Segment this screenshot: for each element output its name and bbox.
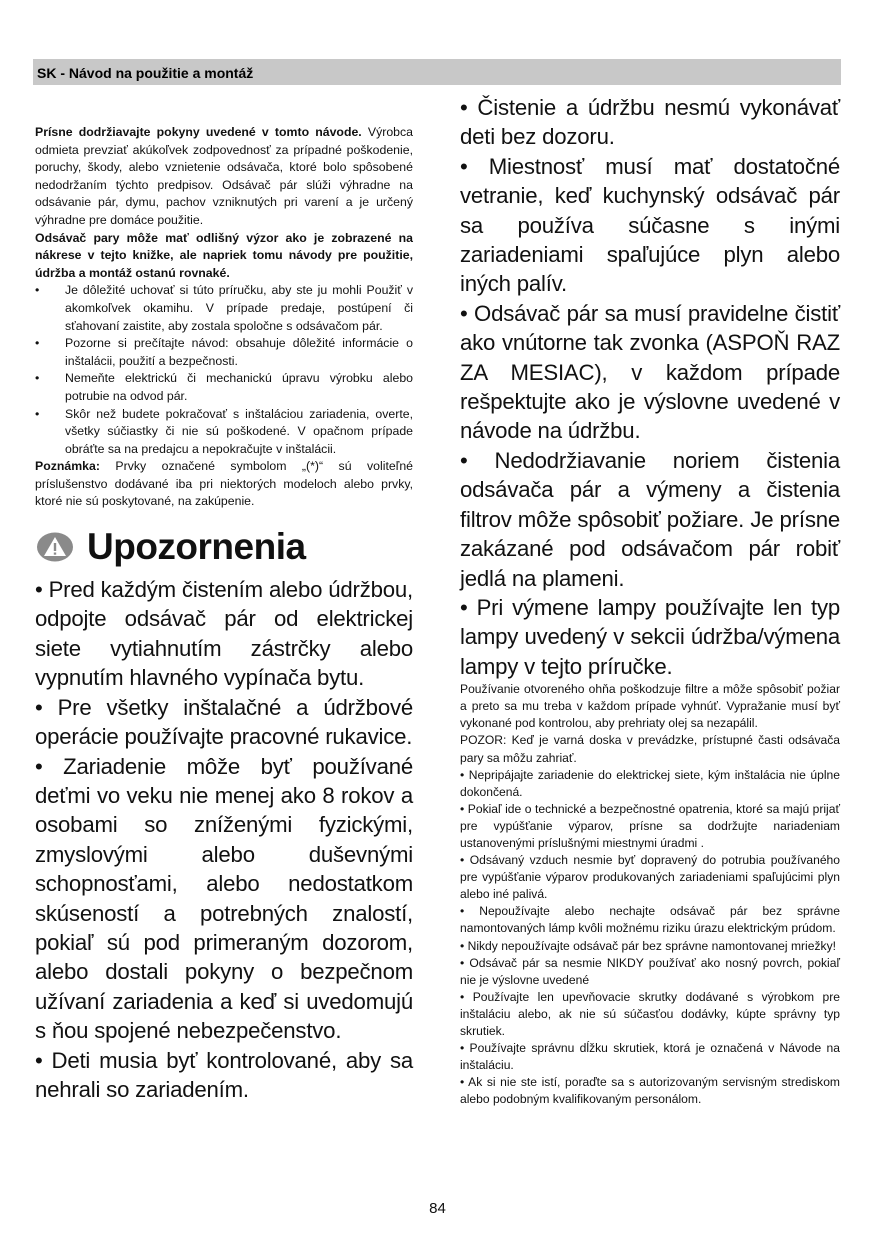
- warnings-heading: [35, 525, 413, 569]
- warning-paragraph: • Miestnosť musí mať dostatočné vetranie, keď kuchynský odsávač pár sa používa súčasne s inými zariadeniami spaľujúce plyn alebo iných palív.: [460, 153, 840, 297]
- warning-paragraph: • Zariadenie môže byť používané deťmi vo veku nie menej ako 8 rokov a osobami so zníženými fyzickými, zmyslovými alebo duševnými schopnosťami, alebo nedostatkom skúseností a potrebných znalostí, pokiaľ sú pod primeraným dozorom, alebo dostali pokyny o bezpečnom užívaní zariadenia a keď si uvedomujú s ňou spojené nebezpečenstvo.: [35, 753, 413, 1044]
- warning-paragraph: • Pri výmene lampy používajte len typ lampy uvedený v sekcii údržba/výmena lampy v tejto príručke.: [460, 594, 840, 679]
- warning-paragraph: • Pred každým čistením alebo údržbou, odpojte odsávač pár od elektrickej siete vytiahnutím zástrčky alebo vypnutím hlavného vypínača bytu.: [35, 577, 413, 691]
- note-label: Poznámka:: [35, 459, 100, 474]
- warning-paragraph: • Čistenie a údržbu nesmú vykonávať deti bez dozoru.: [460, 95, 840, 150]
- safety-paragraph: • Pokiaľ ide o technické a bezpečnostné opatrenia, ktoré sa majú prijať pre vypúšťanie výparov, prísne sa dodržujte nariadeniam ustanovenými príslušnými miestnymi úradmi .: [460, 801, 840, 850]
- warnings-title: Upozornenia: [87, 526, 306, 568]
- appearance-note-text: Odsávač pary môže mať odlišný výzor ako je zobrazené na nákrese v tejto knižke, ale napriek tomu návody pre použitie, údržba a montáž ostanú rovnaké.: [35, 230, 413, 280]
- safety-paragraph: • Odsávač pár sa nesmie NIKDY používať ako nosný povrch, pokiaľ nie je výslovne uvedené: [460, 955, 840, 987]
- list-item-text: Pozorne si prečítajte návod: obsahuje dôležité informácie o inštalácii, použití a bezpečnosti.: [65, 336, 413, 368]
- warning-paragraph: • Pre všetky inštalačné a údržbové operácie používajte pracovné rukavice.: [35, 694, 413, 750]
- intro-text: Výrobca odmieta prevziať akúkoľvek zodpovednosť za prípadné poškodenie, poruchy, škody, alebo vznietenie odsávača, ktoré bolo spôsobené nedodržaním týchto predpisov. Odsávač pár slúži výhradne na odsávanie pár, dymu, pachov vzniknutých pri varení a je určený výhradne pre domáce použitie.: [35, 125, 413, 227]
- list-item: [35, 370, 413, 405]
- note-text: Prvky označené symbolom „(*)“ sú voliteľné príslušenstvo dodávané iba pri niektorých modeloch alebo prvky, ktoré nie sú poskytované, na zakúpenie.: [35, 459, 413, 509]
- bullet-marker: •: [35, 406, 40, 421]
- safety-paragraph: • Nepripájajte zariadenie do elektrickej siete, kým inštalácia nie úplne dokončená.: [460, 767, 840, 799]
- intro-bold: Prísne dodržiavajte pokyny uvedené v tomto návode.: [35, 125, 362, 139]
- safety-paragraph: • Nikdy nepoužívajte odsávač pár bez správne namontovanej mriežky!: [460, 938, 836, 953]
- bullet-marker: •: [35, 283, 40, 298]
- warning-paragraph: • Nedodržiavanie noriem čistenia odsávača pár a výmeny a čistenia filtrov môže spôsobiť požiare. Je prísne zakázané pod odsávačom pár robiť jedlá na plameni.: [460, 447, 840, 591]
- bullet-list: [35, 282, 413, 458]
- bullet-marker: •: [35, 371, 40, 386]
- intro-paragraph: [35, 124, 413, 230]
- right-column: [460, 93, 840, 1108]
- left-column: [35, 124, 413, 1104]
- list-item-text: Nemeňte elektrickú či mechanickú úpravu výrobku alebo potrubie na odvod pár.: [65, 371, 413, 403]
- list-item: [35, 282, 413, 335]
- warning-paragraph: • Odsávač pár sa musí pravidelne čistiť ako vnútorne tak zvonka (ASPOŇ RAZ ZA MESIAC), v každom prípade rešpektujte ako je výslovne uvedené v návode na údržbu.: [460, 300, 840, 444]
- warning-triangle-icon: [37, 532, 73, 562]
- safety-paragraph: • Používajte správnu dĺžku skrutiek, ktorá je označená v Návode na inštaláciu.: [460, 1041, 840, 1073]
- note-paragraph: [35, 458, 413, 511]
- list-item-text: Je dôležité uchovať si túto príručku, aby ste ju mohli Použiť v akomkoľvek okamihu. V prípade predaje, postúpení či sťahovaní zaistite, aby zostala spoločne s odsávačom pár.: [65, 283, 413, 333]
- appearance-note: [35, 230, 413, 283]
- list-item: [35, 335, 413, 370]
- bullet-marker: •: [35, 336, 40, 351]
- list-item-text: Skôr než budete pokračovať s inštaláciou zariadenia, overte, všetky súčiastky či nie sú poškodené. V opačnom prípade obráťte sa na predajcu a nepokračujte v inštalácii.: [65, 406, 413, 456]
- section-header: SK - Návod na použitie a montáž: [33, 59, 841, 85]
- page-number: 84: [429, 1200, 446, 1217]
- list-item: [35, 406, 413, 459]
- safety-paragraph: • Ak si nie ste istí, poraďte sa s autorizovaným servisným strediskom alebo podobným kvalifikovaným personálom.: [460, 1075, 840, 1107]
- safety-paragraph: Používanie otvoreného ohňa poškodzuje filtre a môže spôsobiť požiar a preto sa mu treba v každom prípade vyhnúť. Vypražanie musí byť vykonané pod kontrolou, aby prehriaty olej sa nezapálil.: [460, 682, 840, 731]
- safety-paragraph: • Používajte len upevňovacie skrutky dodávané s výrobkom pre inštaláciu alebo, ak nie sú súčasťou dodávky, kúpte správny typ skrutiek.: [460, 989, 840, 1038]
- safety-paragraph: POZOR: Keď je varná doska v prevádzke, prístupné časti odsávača pary sa môžu zahriať.: [460, 733, 840, 765]
- safety-paragraph: • Nepoužívajte alebo nechajte odsávač pár bez správne namontovaných lámp kvôli možnému riziku úrazu elektrickým prúdom.: [460, 904, 840, 936]
- warning-paragraph: • Deti musia byť kontrolované, aby sa nehrali so zariadením.: [35, 1047, 413, 1102]
- safety-paragraph: • Odsávaný vzduch nesmie byť dopravený do potrubia používaného pre vypúšťanie výparov produkovaných zariadeniami spaľujúcimi plyn alebo iné palivá.: [460, 853, 840, 902]
